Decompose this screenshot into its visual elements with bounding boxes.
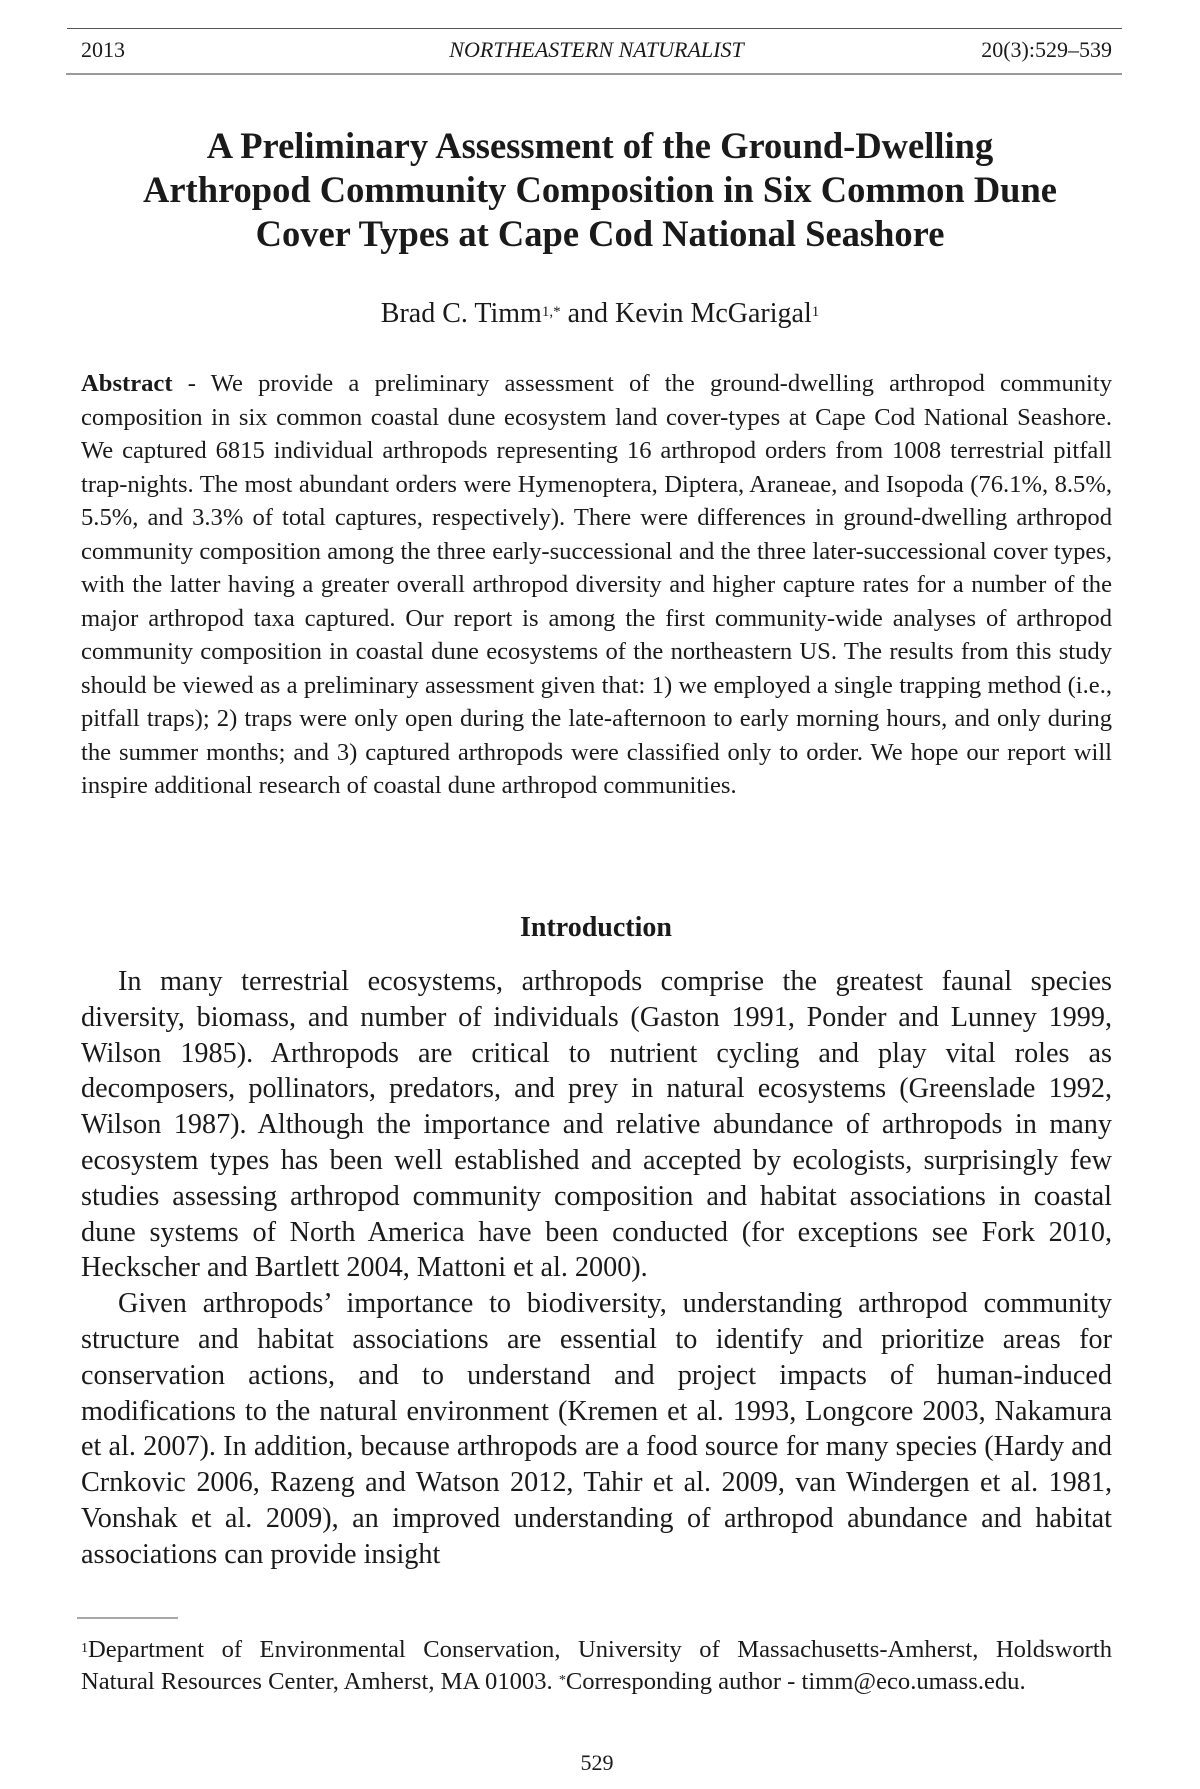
author-affiliation-mark: 1 — [811, 304, 820, 320]
introduction-body — [81, 964, 1112, 1573]
author-affiliation-mark: 1,* — [541, 304, 561, 320]
author-name: Brad C. Timm — [380, 298, 542, 329]
footnote-affiliation: Department of Environmental Conservation, University of Massachusetts-Amherst, Holdsworth Natural Resources Center, Amherst, MA 01003. — [81, 1636, 1112, 1695]
abstract-separator: - — [172, 370, 211, 397]
author-line — [60, 296, 1140, 332]
title-line: A Preliminary Assessment of the Ground-Dwelling — [206, 125, 994, 166]
body-paragraph: In many terrestrial ecosystems, arthropods comprise the greatest faunal species diversity, biomass, and number of individuals (Gaston 1991, Ponder and Lunney 1999, Wilson 1985). Arthropods are critical to nutrient cycling and play vital roles as decomposers, pollinators, predators, and prey in natural ecosystems (Greenslade 1992, Wilson 1987). Although the importance and relative abundance of arthropods in many ecosystem types has been well established and accepted by ecologists, surprisingly few studies assessing arthropod community composition and habitat associations in coastal dune systems of North America have been conducted (for exceptions see Fork 2010, Heckscher and Bartlett 2004, Mattoni et al. 2000). — [81, 966, 1112, 1284]
section-heading-introduction: Introduction — [520, 912, 672, 943]
header-bottom-rule — [66, 73, 1122, 75]
footnote — [81, 1634, 1112, 1697]
abstract — [81, 367, 1112, 803]
running-head-volume-pages: 20(3):529–539 — [981, 37, 1112, 62]
footnote-corresponding-author: Corresponding author - timm@eco.umass.edu. — [565, 1667, 1026, 1695]
running-head — [81, 34, 1112, 66]
footnote-rule — [77, 1617, 178, 1619]
page-number: 529 — [580, 1750, 614, 1775]
author-name: Kevin McGarigal — [615, 298, 812, 329]
body-paragraph: Given arthropods’ importance to biodiversity, understanding arthropod community structure and habitat associations are essential to identify and prioritize areas for conservation actions, and to understand and project impacts of human-induced modifications to the natural environment (Kremen et al. 1993, Longcore 2003, Nakamura et al. 2007). In addition, because arthropods are a food source for many species (Hardy and Crnkovic 2006, Razeng and Watson 2012, Tahir et al. 2009, van Windergen et al. 1981, Vonshak et al. 2009), an improved understanding of arthropod abundance and habitat associations can provide insight — [81, 1288, 1112, 1570]
header-top-rule — [67, 28, 1122, 29]
footnote-mark: * — [558, 1672, 566, 1688]
footnote-mark: 1 — [81, 1641, 88, 1656]
title-line: Arthropod Community Composition in Six Common Dune — [143, 169, 1057, 210]
running-head-year: 2013 — [81, 37, 125, 62]
article-title — [60, 124, 1140, 256]
title-line: Cover Types at Cape Cod National Seashore — [255, 213, 945, 254]
running-head-journal: NORTHEASTERN NATURALIST — [449, 37, 744, 62]
abstract-label: Abstract — [81, 370, 173, 397]
author-conjunction: and — [560, 298, 616, 329]
abstract-text: We provide a preliminary assessment of the ground-dwelling arthropod community composition in six common coastal dune ecosystem land cover-types at Cape Cod National Seashore. We captured 6815 individual arthropods representing 16 arthropod orders from 1008 terrestrial pitfall trap-nights. The most abundant orders were Hymenoptera, Diptera, Araneae, and Isopoda (76.1%, 8.5%, 5.5%, and 3.3% of total captures, respectively). There were differences in ground-dwelling arthropod community composition among the three early-successional and the three later-successional cover types, with the latter having a greater overall arthropod diversity and higher capture rates for a number of the major arthropod taxa captured. Our report is among the first community-wide analyses of arthropod community composition in coastal dune ecosystems of the northeastern US. The results from this study should be viewed as a preliminary assessment given that: 1) we employed a single trapping method (i.e., pitfall traps); 2) traps were only open during the late-afternoon to early morning hours, and only during the summer months; and 3) captured arthropods were classified only to order. We hope our report will inspire additional research of coastal dune arthropod communities. — [81, 370, 1112, 799]
